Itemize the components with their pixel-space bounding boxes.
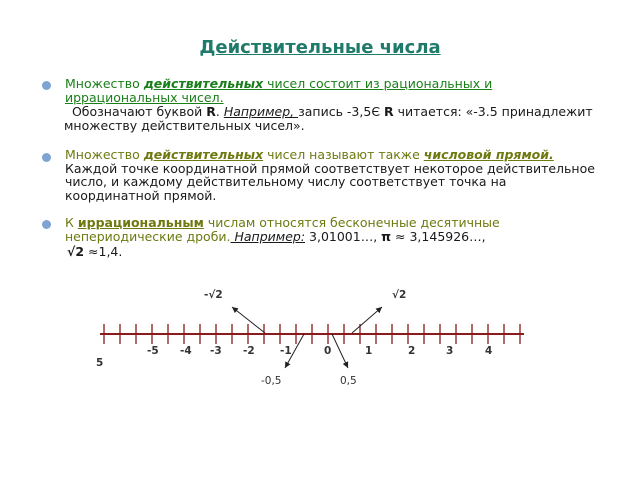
tick-label: 2 xyxy=(408,345,416,357)
p3-text-e: Каждой точке координатной прямой соответствует некоторое действительное число, и каждому действительному числу соответствует точка на координатной прямой. xyxy=(65,160,595,203)
p4-pi: π xyxy=(381,228,392,244)
p4-text-g: ≈ 3,145926…, xyxy=(391,228,486,244)
p2-example: Например, xyxy=(223,104,299,119)
p1-term-real: действительных xyxy=(143,76,264,91)
label-neg-half: -0,5 xyxy=(261,375,282,387)
tick-label: 0 xyxy=(324,345,332,357)
slide-title: Действительные числа xyxy=(199,37,441,58)
tick-label: -3 xyxy=(210,345,222,357)
arrow-pos-sqrt2 xyxy=(352,307,382,333)
label-pos-sqrt2: √2 xyxy=(392,289,407,301)
arrow-pos-half xyxy=(332,334,348,368)
p2-text-c: . xyxy=(215,104,224,119)
p2-symbol-r: R xyxy=(206,104,216,119)
p4-text-a: К xyxy=(65,215,78,230)
p2-symbol-r2: R xyxy=(384,104,394,119)
p3-term-numberline: числовой прямой. xyxy=(423,147,554,162)
label-neg-sqrt2: -√2 xyxy=(204,289,223,301)
p4-term-irrational: иррациональным xyxy=(77,215,204,230)
p3-term-real: действительных xyxy=(143,147,264,162)
p2-text-e: запись -3,5Є xyxy=(298,104,385,119)
tick-label: -1 xyxy=(280,345,292,357)
p4-text-e: 3,01001…, xyxy=(305,228,382,244)
p5-approx: ≈1,4. xyxy=(84,244,123,259)
tick-label: -4 xyxy=(180,345,192,357)
tick-label-extra: 5 xyxy=(96,357,104,369)
tick-label: 1 xyxy=(365,345,373,357)
p5-sqrt2: √2 xyxy=(67,244,85,259)
tick-label: -5 xyxy=(147,345,159,357)
tick-label: 3 xyxy=(446,345,454,357)
p2-text-a: Обозначают буквой xyxy=(71,104,207,119)
tick-label: -2 xyxy=(243,345,255,357)
p1-text-a: Множество xyxy=(65,76,144,91)
p3-text-c: чисел называют также xyxy=(263,147,424,162)
p4-example: Например: xyxy=(230,228,306,244)
p2-text-g: читается: «-3.5 принадлежит множеству действительных чисел». xyxy=(64,104,593,133)
p3-text-a: Множество xyxy=(65,147,144,162)
p4-text-c: числам относятся бесконечные десятичные непериодические дроби. xyxy=(65,215,500,244)
tick-label: 4 xyxy=(485,345,493,357)
label-pos-half: 0,5 xyxy=(340,375,357,387)
p1-text-c: чисел состоит из рациональных и иррациональных чисел. xyxy=(65,76,493,105)
